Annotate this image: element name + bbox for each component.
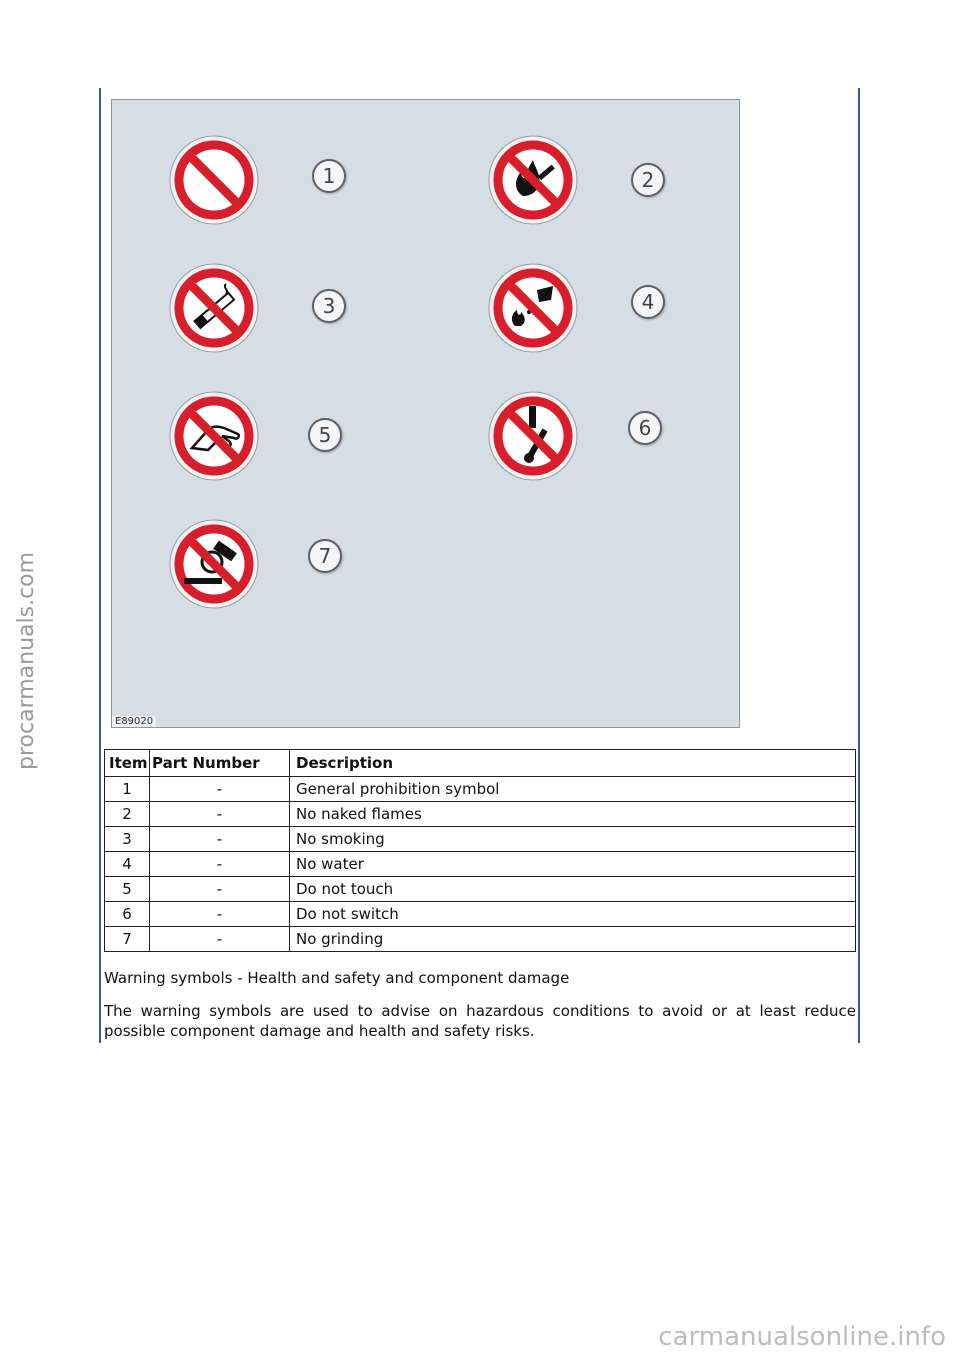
header-item: Item <box>105 750 150 777</box>
parts-table <box>104 749 856 952</box>
table-row <box>105 802 856 827</box>
body-paragraph: The warning symbols are used to advise on hazardous conditions to avoid or at least reduce possible component damage and health and safety risks. <box>104 1002 856 1040</box>
cell-item: 4 <box>105 852 150 877</box>
callout-6: 6 <box>628 411 662 445</box>
callout-2: 2 <box>631 163 665 197</box>
cell-item: 1 <box>105 777 150 802</box>
no-smoking-icon <box>168 262 260 354</box>
cell-part-number: - <box>150 827 290 852</box>
callout-5: 5 <box>308 418 342 452</box>
cell-part-number: - <box>150 902 290 927</box>
warning-symbols-figure <box>111 99 740 728</box>
cell-item: 2 <box>105 802 150 827</box>
no-water-icon <box>487 262 579 354</box>
table-row <box>105 902 856 927</box>
figure-reference: E89020 <box>112 716 156 727</box>
bottom-watermark: carmanualsonline.info <box>658 1322 946 1352</box>
cell-part-number: - <box>150 927 290 952</box>
callout-1: 1 <box>312 159 346 193</box>
cell-description: General prohibition symbol <box>290 777 856 802</box>
do-not-switch-icon <box>487 390 579 482</box>
side-watermark: procarmanuals.com <box>14 551 39 770</box>
table-row <box>105 852 856 877</box>
table-row <box>105 927 856 952</box>
cell-description: No water <box>290 852 856 877</box>
cell-item: 3 <box>105 827 150 852</box>
cell-description: Do not switch <box>290 902 856 927</box>
cell-description: Do not touch <box>290 877 856 902</box>
cell-item: 7 <box>105 927 150 952</box>
frame-right-border <box>858 88 860 1043</box>
cell-item: 5 <box>105 877 150 902</box>
cell-description: No grinding <box>290 927 856 952</box>
header-description: Description <box>290 750 856 777</box>
table-row <box>105 827 856 852</box>
callout-7: 7 <box>308 539 342 573</box>
callout-3: 3 <box>312 289 346 323</box>
table-header-row <box>105 750 856 777</box>
no-grinding-icon <box>168 518 260 610</box>
cell-part-number: - <box>150 802 290 827</box>
cell-item: 6 <box>105 902 150 927</box>
table-row <box>105 777 856 802</box>
frame-left-border <box>99 88 101 1043</box>
cell-description: No naked flames <box>290 802 856 827</box>
cell-part-number: - <box>150 777 290 802</box>
cell-part-number: - <box>150 877 290 902</box>
callout-4: 4 <box>631 285 665 319</box>
cell-description: No smoking <box>290 827 856 852</box>
table-row <box>105 877 856 902</box>
do-not-touch-icon <box>168 390 260 482</box>
cell-part-number: - <box>150 852 290 877</box>
section-caption: Warning symbols - Health and safety and component damage <box>104 969 570 987</box>
header-part-number: Part Number <box>150 750 290 777</box>
no-naked-flames-icon <box>487 134 579 226</box>
general-prohibition-icon <box>168 134 260 226</box>
